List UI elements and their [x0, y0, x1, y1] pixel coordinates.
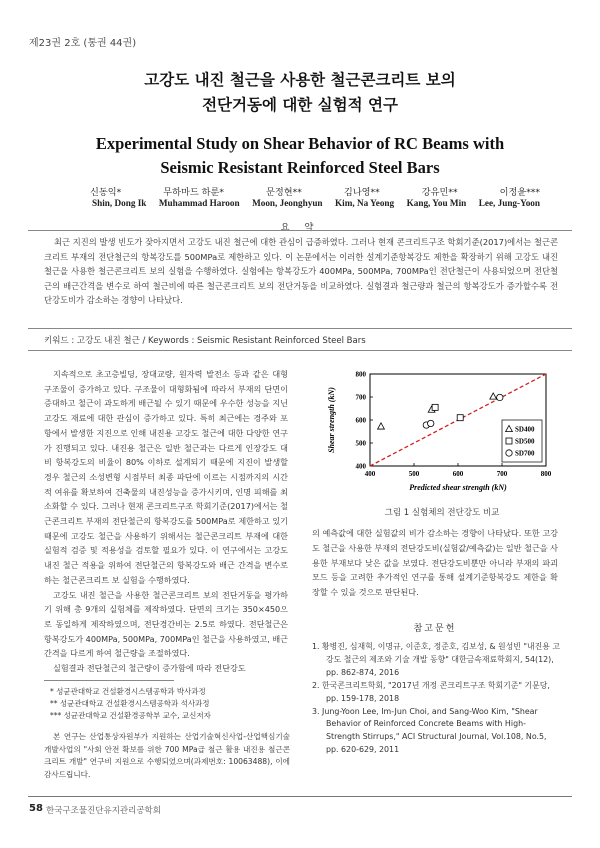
body-right-column: 의 예측값에 대한 실험값의 비가 감소하는 경향이 나타났다. 또한 고강도 철근을 사용한 부재의 전단강도비(실험값/예측값)는 일반 철근을 사용한 부재보다 낮은 값을 보였다. 전단강도비뿐만 아니라 부재의 파괴모드 등을 고려한 추가적인 연구를 통해 설계기준항복강도 제한을 확장할 수 있을 것으로 판단된다. [312, 528, 558, 598]
author-kr: 강유민** [421, 187, 458, 198]
authors-en [92, 198, 540, 208]
body-paragraph: 지속적으로 초고층빌딩, 장대교량, 원자력 발전소 등과 같은 대형 구조물이 증가하고 있다. 구조물이 대형화됨에 따라서 부재의 단면이 증대하고 철근이 과도하게 배근될 수 있기 때문에 우수한 성능을 지닌 고강도 재료에 대한 관심이 증가하고 있다. 특히 최근에는 경주와 포항에서 발생한 지진으로 인해 내진용 고강도 철근에 대한 다양한 연구가 진행되고 있다. 내진용 철근은 일반 철근과는 다르게 인장강도 대비 항복강도의 비율이 80% 이하로 설계되기 때문에 지진이 발생할 경우 철근의 소성변형 시점부터 최종 파단에 이르는 시점까지의 시간적 여유를 확보하여 건축물의 내진성능을 증가시키며, 인명 피해를 최소화할 수 있다. 그러나 현재 콘크리트구조 학회기준(2017)에서는 철근콘크리트 부재의 전단철근의 항복강도를 500MPa로 제한하고 있기 때문에 고강도 철근을 사용하기 위해서는 철근콘크리트 부재에 대한 실험적 검증 및 적용성을 검토할 필요가 있다. 이 연구에서는 고강도 내진 철근 적용을 위하여 전단철근의 항복강도와 배근 간격을 변수로 하는 철근콘크리트 보 실험을 수행하였다. [44, 369, 288, 585]
legend-label: SD700 [515, 449, 535, 458]
legend-label: SD400 [515, 425, 535, 434]
x-tick-label: 800 [540, 470, 552, 478]
author-en: Shin, Dong Ik [92, 198, 147, 208]
data-point-sd500 [432, 404, 438, 410]
title-kr-line-2: 전단거동에 대한 실험적 연구 [202, 96, 398, 114]
reference-item: 3. Jung-Yoon Lee, Im-Jun Choi, and Sang-Woo Kim, "Shear Behavior of Reinforced Concrete Beams with High-Strength Stirrups," ACI Structural Journal, Vol.108, No.5, pp. 620-629, 2011 [312, 706, 547, 755]
author-kr: 이정윤*** [499, 187, 540, 198]
abstract-text: 최근 지진의 발생 빈도가 잦아지면서 고강도 내진 철근에 대한 관심이 급증하였다. 그러나 현재 콘크리트구조 학회기준(2017)에서는 철근콘크리트 부재의 전단철근의 항복강도를 500MPa로 제한하고 있다. 이 논문에서는 이러한 설계기준항복강도 제한을 확장하기 위해 고강도 내진 철근을 사용한 철근콘크리트 보의 실험을 수행하였다. 실험에는 항복강도가 400MPa, 500MPa, 700MPa인 전단철근이 사용되었으며 전단철근의 배근간격을 변수로 하여 철근비에 따른 철근콘크리트 보의 전단거동을 비교하였다. 실험결과 철근량과 철근의 항복강도가 증가할수록 전단강도비가 감소하는 경향이 나타났다. [44, 237, 558, 306]
data-point-sd700 [428, 420, 434, 426]
issue-label: 제23권 2호 (통권 44권) [29, 38, 137, 49]
shear-strength-chart [322, 366, 562, 502]
footnote-rule [44, 680, 174, 681]
x-axis-label: Predicted shear strength (kN) [409, 483, 507, 492]
acknowledgment: 본 연구는 산업통상자원부가 지원하는 산업기술혁신사업-산업핵심기술개발사업의 "사회 안전 확보를 위한 700 MPa급 철근 활용 내진용 철근콘크리트 개발" 연구비 지원으로 수행되었으며(과제번호: 10063488), 이에 감사드립니다. [44, 732, 290, 779]
y-axis-label: Shear strength (kN) [327, 387, 336, 453]
author-kr: 김나영** [343, 187, 380, 198]
footer-rule [28, 796, 572, 797]
x-tick-label: 600 [452, 470, 464, 478]
references-list [312, 641, 560, 757]
x-tick-label: 400 [364, 470, 376, 478]
page-number: 58 [29, 803, 43, 814]
author-en: Muhammad Haroon [158, 198, 240, 208]
keywords-rule [28, 350, 572, 351]
abstract-bottom-rule [28, 328, 572, 329]
legend-label: SD500 [515, 437, 535, 446]
author-en: Lee, Jung-Yoon [478, 198, 540, 208]
data-point-sd700 [497, 394, 503, 400]
data-point-sd500 [457, 415, 463, 421]
x-tick-label: 500 [408, 470, 420, 478]
author-en: Moon, Jeonghyun [252, 198, 323, 208]
abstract-top-rule [28, 230, 572, 231]
title-kr-line-1: 고강도 내진 철근을 사용한 철근콘크리트 보의 [144, 71, 456, 89]
body-paragraph: 고강도 내진 철근을 사용한 철근콘크리트 보의 전단거동을 평가하기 위해 총 9개의 실험체를 제작하였다. 단면의 크기는 350×450으로 동일하게 제작하였으며, 전단경간비는 2.5로 하였다. 전단철근은 항복강도가 400MPa, 500MPa, 700MPa인 철근을 사용하였고, 배근간격을 다르게 하여 철근량을 조절하였다. [44, 589, 288, 659]
body-left-column [44, 367, 288, 676]
authors-kr [90, 184, 540, 198]
author-kr: 신동익* [90, 187, 122, 198]
footnote: * 성균관대학교 건설환경시스템공학과 박사과정 [50, 687, 206, 696]
legend-marker [506, 450, 512, 456]
author-kr: 문정현** [266, 187, 302, 198]
abstract-heading: 요 약 [280, 222, 320, 233]
legend-marker [506, 438, 512, 444]
y-tick-label: 700 [355, 393, 366, 402]
figure-caption: 그림 1 실험체의 전단강도 비교 [384, 508, 500, 518]
title-en-line-1: Experimental Study on Shear Behavior of RC Beams with [95, 134, 505, 153]
y-tick-label: 600 [355, 416, 366, 425]
title-en-line-2: Seismic Resistant Reinforced Steel Bars [160, 158, 440, 177]
author-en: Kang, You Min [406, 198, 467, 208]
footnote: ** 성균관대학교 건설환경시스템공학과 석사과정 [50, 699, 210, 708]
x-tick-label: 700 [496, 470, 508, 478]
journal-name: 한국구조물진단유지관리공학회 [46, 806, 161, 816]
references-heading: 참고문헌 [413, 624, 457, 634]
reference-item: 2. 한국콘크리트학회, "2017년 개정 콘크리트구조 학회기준" 기문당, pp. 159-178, 2018 [312, 680, 550, 703]
y-tick-label: 500 [355, 439, 366, 448]
footnotes [50, 686, 290, 722]
author-en: Kim, Na Yeong [335, 198, 395, 208]
body-paragraph: 실험결과 전단철근의 철근량이 증가함에 따라 전단강도 [53, 663, 246, 674]
y-tick-label: 400 [355, 462, 366, 471]
y-tick-label: 800 [355, 370, 366, 379]
keywords: 키워드 : 고강도 내진 철근 / Keywords : Seismic Resistant Reinforced Steel Bars [44, 336, 366, 346]
author-kr: 무하마드 하룬* [163, 187, 225, 198]
reference-item: 1. 황병진, 심재혁, 이명규, 이준호, 정준호, 김보성, & 원성빈 "내진용 고강도 철근의 제조와 기술 개발 동향" 대한금속재료학회지, 54(12), pp. 862-874, 2016 [312, 642, 561, 677]
footnote: *** 성균관대학교 건설환경공학부 교수, 교신저자 [50, 711, 211, 720]
